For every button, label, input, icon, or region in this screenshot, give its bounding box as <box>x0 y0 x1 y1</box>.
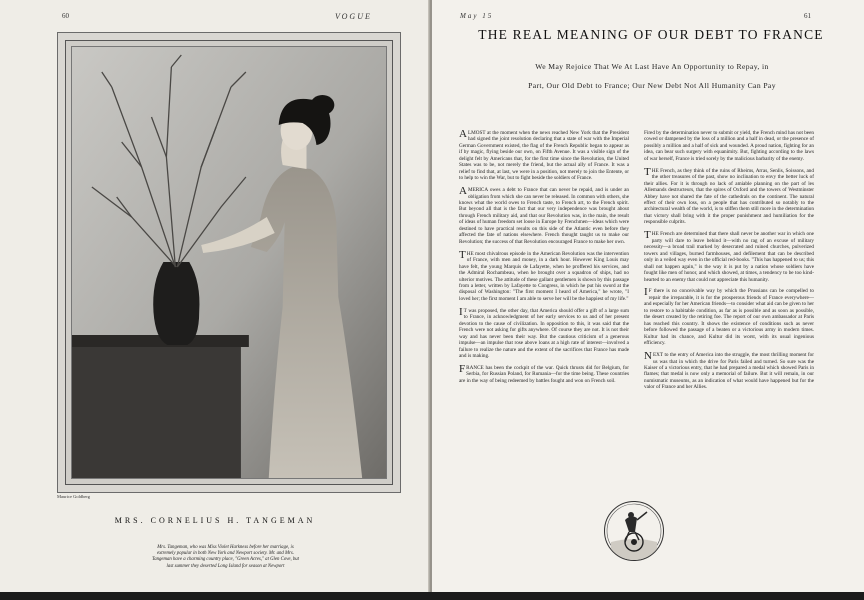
article-deck: We May Rejoice That We At Last Have An Opportunity to Repay, in Part, Our Old Debt to France; Our New Debt Not All Humanity Can Pay <box>528 62 776 90</box>
paragraph: I T was proposed, the other day, that America should offer a gift of a large sum to France, in acknowledgment of her early services to us and of her present devotion to the cause of civilization. In opposition to this, it was said that the French were not asking for gifts anywhere. Of course they are not. It is not their way and has never been their way. But the cautious criticism of a generous impulse—an impulse that rose above loans at a high rate of interest—involved a failure to realize the nature and the extent of the sacrifices that France has made and is making. <box>459 305 629 359</box>
page-number-right: 61 <box>804 12 811 20</box>
paragraph: THE French, as they think of the ruins of Rheims, Arras, Senlis, Soissons, and the other treasures of the past, show no inclination to envy the better luck of their allies. For it is through no lack of amiable planning on the part of les Allemands destructeurs, that the spires of Oxford and the towers of Westminster Abbey have not shared the fate of the cathedrals on the continent. The natural effect of their own loss, on a people that has contributed so notably to the architectural wealth of the world, is to stiffen them still more in the determination that victory shall bring with it the proper punishment and humiliation for the responsible culprits. <box>644 165 814 226</box>
article-column-1 <box>459 130 629 390</box>
paragraph: FRANCE has been the cockpit of the war. Quick thrusts did for Belgium, for Serbia, for Russian Poland, for Rumania—for the time being. These countries are in the way of being redeemed by battles fought and won on French soil. <box>459 362 629 384</box>
paragraph: Fired by the determination never to submit or yield, the French mind has not been cowed or dampened by the loss of a million and a half in dead, or the presence of possibly a million and a half of sick and wounded. A proud nation, fighting for an idea, can bear such surgery with equanimity. But, fighting according to the laws of war herself, France is tried sorely by the malicious barbarity of the enemy. <box>644 130 814 162</box>
article-headline: THE REAL MEANING OF OUR DEBT TO FRANCE <box>478 27 824 42</box>
article-column-2 <box>644 130 814 396</box>
portrait-mat <box>65 40 393 485</box>
vignette-seal-icon <box>604 501 664 561</box>
paragraph: I F there is no conceivable way by which the Prussians can be compelled to repair the irreparable, it is for the prosperous friends of France everywhere—and especially for her American friends—to consider what aid can be given to her to restore to a habitable condition, as far as is possible and as soon as possible, the desert created by the retiring foe. The report of our own ambassador at Paris has reached this country. It shows the existence of conditions such as never before followed the passage of a beaten or a victorious army in modern times. Kultur had its chance, and Kultur did its worst, with its usual ingenious efficiency. <box>644 286 814 347</box>
caption-title: MRS. CORNELIUS H. TANGEMAN <box>114 516 316 525</box>
issue-date: May 15 <box>460 12 494 20</box>
page-number-left: 60 <box>62 12 69 20</box>
portrait-photo <box>71 46 387 479</box>
paragraph: THE French are determined that there shall never be another war in which one party will dare to leave behind it—with no rag of an excuse of military necessity—a broad trail marked by desecrated and ruined churches, pulverized towers and villages, burned farmhouses, and defilement that can be described only in a veiled way even in the official red-books. "This has happened to us; this shall not happen again," is the way it is put by a nation whose soldiers have fought like men of honor, and which showed, at times, a tendency to be too kind-hearted to an enemy that could not appreciate this humanity. <box>644 229 814 283</box>
paragraph: ALMOST at the moment when the news reached New York that the President had signed the joint resolution declaring that a state of war with the Imperial German Government existed, the flag of the French Republic began to appear as if by magic, flying beside our own, on Fifth Avenue. It was a visible sign of the delight felt by Americans that, for the first time since the Revolution, the United States was to be, not merely the friend, but the actual ally of France. It was a relief to find that, at last, we were in a position, not merely to join the Entente, or to help to win the War, but to fight beside the soldiers of France. <box>459 128 629 182</box>
paragraph: NEXT to the entry of America into the struggle, the most thrilling moment for us was that in which the drive for Paris failed and turned. So sure was the Kaiser of a victorious entry, that he had prepared a medal which showed Paris in flames; that medal is now only a memorial of failure. But it will remain, in our numismatic museums, as an indication of what would have happened but for the valor of France and her Allies. <box>644 350 814 391</box>
bottom-edge <box>0 592 864 600</box>
magazine-name: VOGUE <box>335 12 372 21</box>
left-page <box>0 0 430 600</box>
caption-text: Mrs. Tangeman, who was Miss Violet Harkness before her marriage, is extremely popular in both New York and Newport society. Mr. and Mrs. Tangeman have a charming country place, "Green Acres," at Glen Cove, but last summer they deserted Long Island for season at Newport <box>151 545 300 569</box>
paragraph: THE most chivalrous episode in the American Revolution was the intervention of France, with men and money, in a dark hour. However King Louis may have felt, the young Marquis de Lafayette, when he proffered his services, and the Admiral Rochambeau, when he brought over a squadron of ships, had no ulterior motives. The attitude of these gallant gentlemen is shown by this passage from a letter, written by Lafayette to Congress, in which he put his sword at the disposal of Washington: "The first moment I heard of America," he wrote, "I loved her; the first moment I am able to serve her will be the happiest of my life." <box>459 248 629 302</box>
photo-credit: Maurice Goldberg <box>57 494 91 499</box>
paragraph: AMERICA owes a debt to France that can never be repaid, and is under an obligation from which she can never be released. In common with others, she knows what the world owes to French taste, to French art, to the French spirit. But beyond all that is the fact that our very independence was brought about through French military aid, and that our Revolution was, in the main, the result of ideas of human freedom set loose in Europe by Frenchmen—ideas which were destined to have practical results on this side of the Atlantic even before they affected the fate of nations elsewhere. French thought taught us to make our Revolution; the success of that Revolution encouraged France to make her own. <box>459 185 629 245</box>
portrait-frame <box>57 32 401 493</box>
